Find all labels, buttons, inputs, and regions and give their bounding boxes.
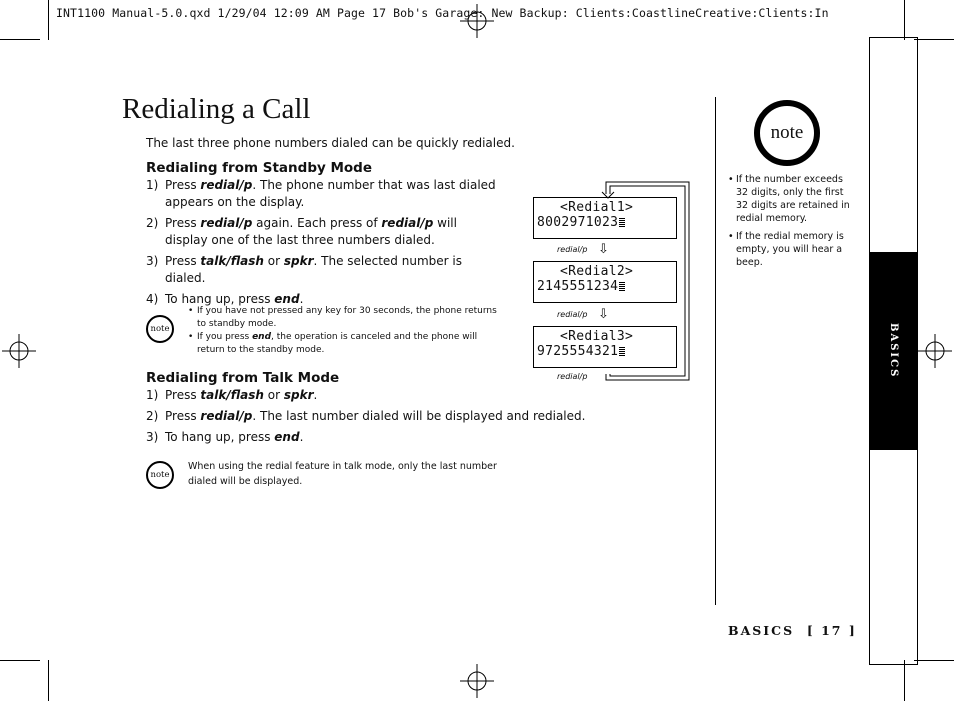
note-icon: note: [146, 315, 174, 343]
crop-mark: [904, 0, 905, 40]
note-item: • If the number exceeds 32 digits, only the first 32 digits are retained in redial memory.: [728, 174, 850, 224]
key-name: redial/p: [200, 409, 253, 423]
talk-steps: [146, 387, 586, 450]
step-item: 1) Press redial/p. The phone number that was last dialed appears on the display.: [146, 178, 496, 209]
key-name: talk/flash: [200, 388, 264, 402]
crop-mark: [48, 660, 49, 701]
page-number: [ 17 ]: [806, 623, 857, 638]
registration-mark-icon: [460, 664, 494, 698]
crop-mark: [914, 39, 954, 40]
registration-mark-icon: [2, 334, 36, 368]
key-name: talk/flash: [200, 254, 264, 268]
cursor-icon: [619, 281, 625, 291]
step-item: 1) Press talk/flash or spkr.: [146, 388, 318, 402]
footer-section: BASICS: [728, 623, 795, 638]
note-icon: note: [146, 461, 174, 489]
sidebar-notes: [728, 173, 852, 274]
note-item: • If you have not pressed any key for 30 seconds, the phone returns to standby mode.: [188, 306, 497, 329]
down-arrow-icon: ⇩: [598, 307, 609, 322]
lcd-display: <Redial2> 2145551234: [533, 261, 677, 303]
key-name: spkr: [283, 388, 314, 402]
cursor-icon: [619, 217, 625, 227]
step-item: 2) Press redial/p again. Each press of redial/p will display one of the last three numbers dialed.: [146, 216, 457, 247]
crop-mark: [914, 660, 954, 661]
down-arrow-icon: ⇩: [598, 242, 609, 257]
lcd-display: <Redial3> 9725554321: [533, 326, 677, 368]
crop-mark: [0, 660, 40, 661]
key-name: end: [252, 332, 272, 342]
page-footer: [728, 623, 857, 638]
lcd-display: <Redial1> 8002971023: [533, 197, 677, 239]
redial-button-label: redial/p: [557, 310, 588, 319]
step-item: 2) Press redial/p. The last number dialed will be displayed and redialed.: [146, 409, 586, 423]
registration-mark-icon: [918, 334, 952, 368]
column-divider: [715, 97, 716, 605]
note-item: • If the redial memory is empty, you will hear a beep.: [728, 231, 844, 268]
note-item: • If you press end, the operation is canceled and the phone will return to the standby mode.: [188, 332, 478, 355]
crop-mark: [0, 39, 40, 40]
key-name: redial/p: [200, 178, 253, 192]
redial-button-label: redial/p: [557, 372, 588, 381]
redial-button-label: redial/p: [557, 245, 588, 254]
step-item: 4) To hang up, press end.: [146, 292, 304, 306]
crop-mark: [48, 0, 49, 40]
note-icon: note: [754, 100, 820, 166]
section-tab-label: BASICS: [888, 323, 899, 379]
print-slug: INT1100 Manual-5.0.qxd 1/29/04 12:09 AM Page 17 Bob's Garage: New Backup: Clients:CoastlineCreative:Clients:In: [56, 6, 829, 20]
cursor-icon: [619, 346, 625, 356]
step-item: 3) To hang up, press end.: [146, 430, 304, 444]
standby-steps: [146, 177, 496, 312]
key-name: end: [274, 292, 300, 306]
talk-note: When using the redial feature in talk mode, only the last number dialed will be displayed.: [188, 461, 497, 487]
key-name: spkr: [283, 254, 314, 268]
page-title: Redialing a Call: [122, 93, 311, 125]
talk-heading: Redialing from Talk Mode: [146, 370, 340, 386]
crop-mark: [904, 660, 905, 701]
intro-text: The last three phone numbers dialed can be quickly redialed.: [146, 136, 515, 150]
key-name: redial/p: [200, 216, 253, 230]
key-name: redial/p: [381, 216, 434, 230]
standby-notes: [188, 305, 498, 357]
step-item: 3) Press talk/flash or spkr. The selected number is dialed.: [146, 254, 462, 285]
standby-heading: Redialing from Standby Mode: [146, 160, 373, 176]
key-name: end: [274, 430, 300, 444]
